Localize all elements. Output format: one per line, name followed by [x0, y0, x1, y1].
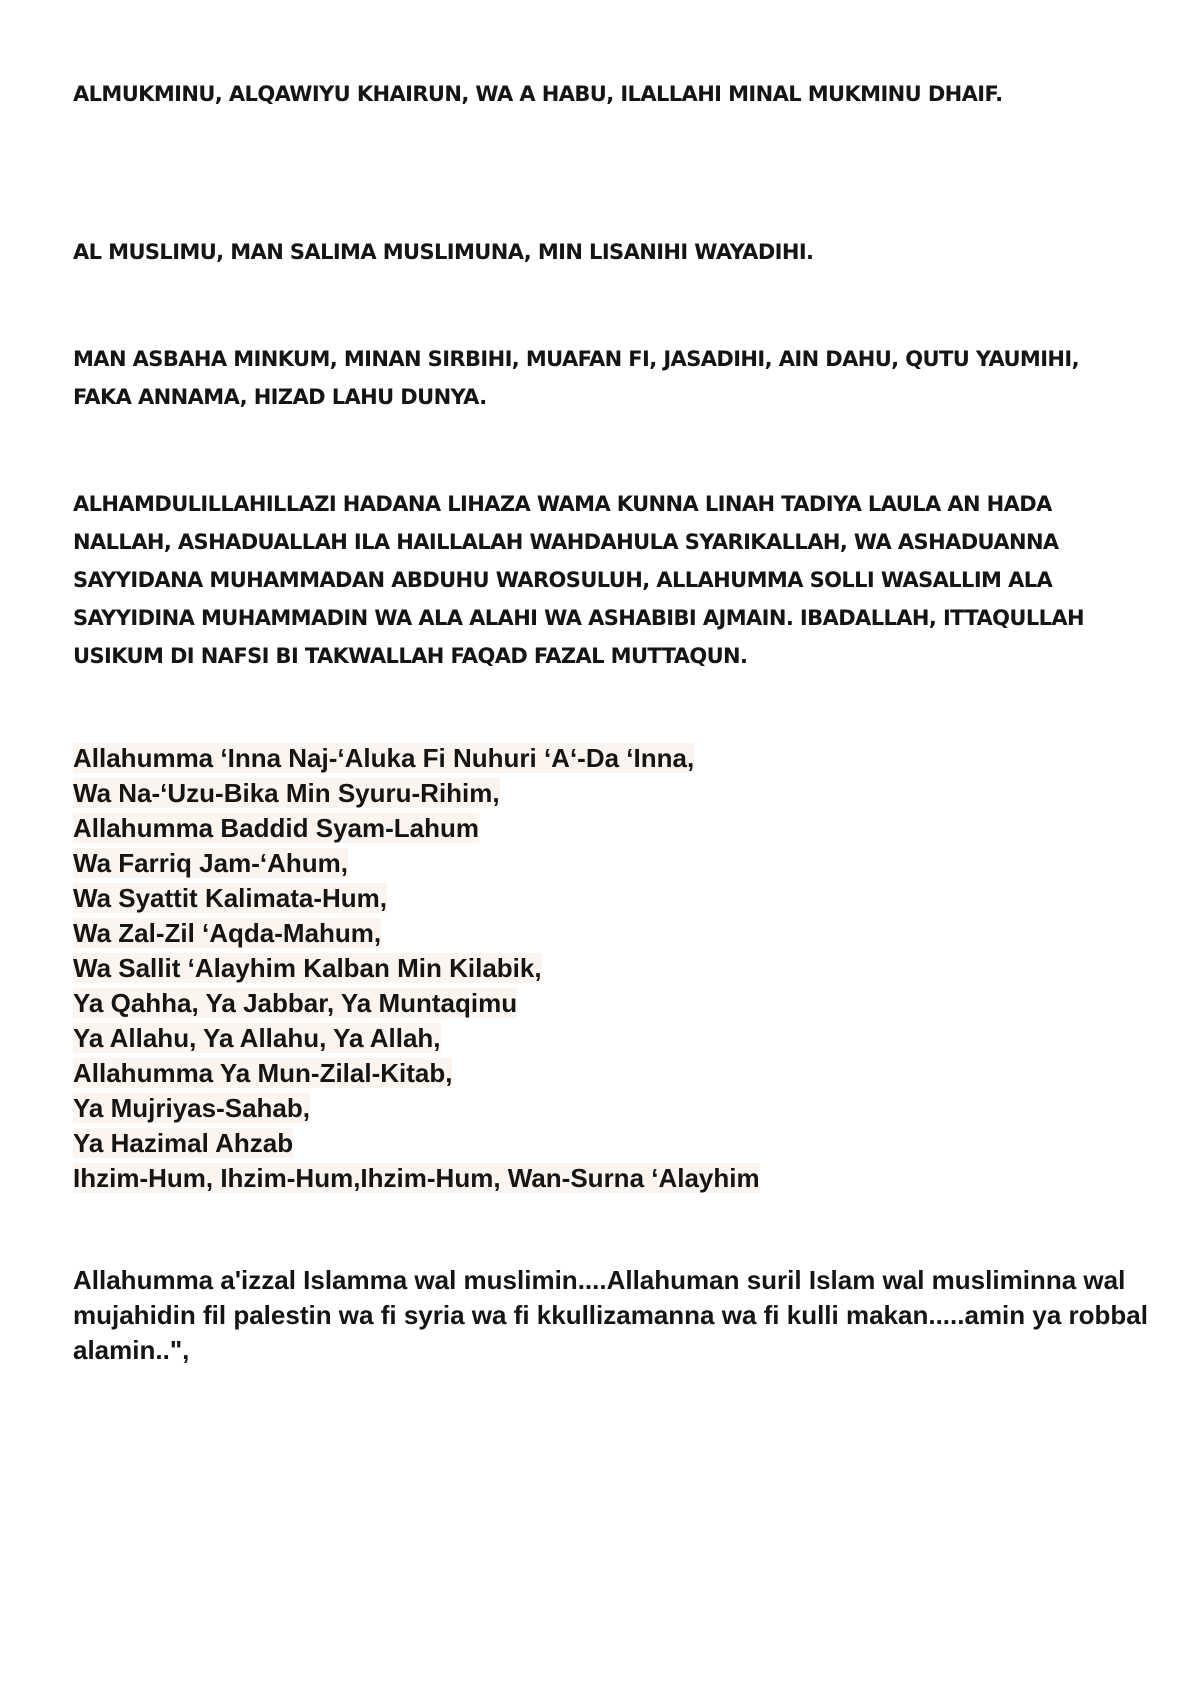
doa-line: Wa Na-‘Uzu-Bika Min Syuru-Rihim, [73, 778, 500, 808]
paragraph-asbaha: MAN ASBAHA MINKUM, MINAN SIRBIHI, MUAFAN FI, JASADIHI, AIN DAHU, QUTU YAUMIHI, FAKA ANNAMA, HIZAD LAHU DUNYA. [73, 347, 1079, 409]
doa-line: Ya Allahu, Ya Allahu, Ya Allah, [73, 1023, 441, 1053]
doa-block [73, 741, 1133, 1196]
doa-line: Wa Sallit ‘Alayhim Kalban Min Kilabik, [73, 953, 542, 983]
doa-line: Wa Farriq Jam-‘Ahum, [73, 848, 348, 878]
doa-line: Allahumma Baddid Syam-Lahum [73, 813, 479, 843]
paragraph-muslim: AL MUSLIMU, MAN SALIMA MUSLIMUNA, MIN LISANIHI WAYADIHI. [73, 240, 814, 264]
paragraph-mukmin: ALMUKMINU, ALQAWIYU KHAIRUN, WA A HABU, ILALLAHI MINAL MUKMINU DHAIF. [73, 82, 1003, 106]
doa-line: Wa Zal-Zil ‘Aqda-Mahum, [73, 918, 382, 948]
doa-line: Allahumma ‘Inna Naj-‘Aluka Fi Nuhuri ‘A‘-Da ‘Inna, [73, 743, 695, 773]
paragraph-khutbah-opening: ALHAMDULILLAHILLAZI HADANA LIHAZA WAMA KUNNA LINAH TADIYA LAULA AN HADA NALLAH, ASHADUALLAH ILA HAILLALAH WAHDAHULA SYARIKALLAH, WA ASHADUANNA SAYYIDANA MUHAMMADAN ABDUHU WAROSULUH, ALLAHUMMA SOLLI WASALLIM ALA SAYYIDINA MUHAMMADIN WA ALA ALAHI WA ASHABIBI AJMAIN. IBADALLAH, ITTAQULLAH USIKUM DI NAFSI BI TAKWALLAH FAQAD FAZAL MUTTAQUN. [73, 492, 1085, 668]
doa-line: Wa Syattit Kalimata-Hum, [73, 883, 387, 913]
doa-line: Ya Mujriyas-Sahab, [73, 1093, 310, 1123]
doa-line: Ya Qahha, Ya Jabbar, Ya Muntaqimu [73, 988, 518, 1018]
doa-line: Allahumma Ya Mun-Zilal-Kitab, [73, 1058, 453, 1088]
closing-prayer: Allahumma a'izzal Islamma wal muslimin....Allahuman suril Islam wal musliminna wal mujahidin fil palestin wa fi syria wa fi kkullizamanna wa fi kulli makan.....amin ya robbal alamin..", [73, 1265, 1148, 1365]
doa-line: Ya Hazimal Ahzab [73, 1128, 294, 1158]
doa-line: Ihzim-Hum, Ihzim-Hum,Ihzim-Hum, Wan-Surna ‘Alayhim [73, 1163, 760, 1193]
